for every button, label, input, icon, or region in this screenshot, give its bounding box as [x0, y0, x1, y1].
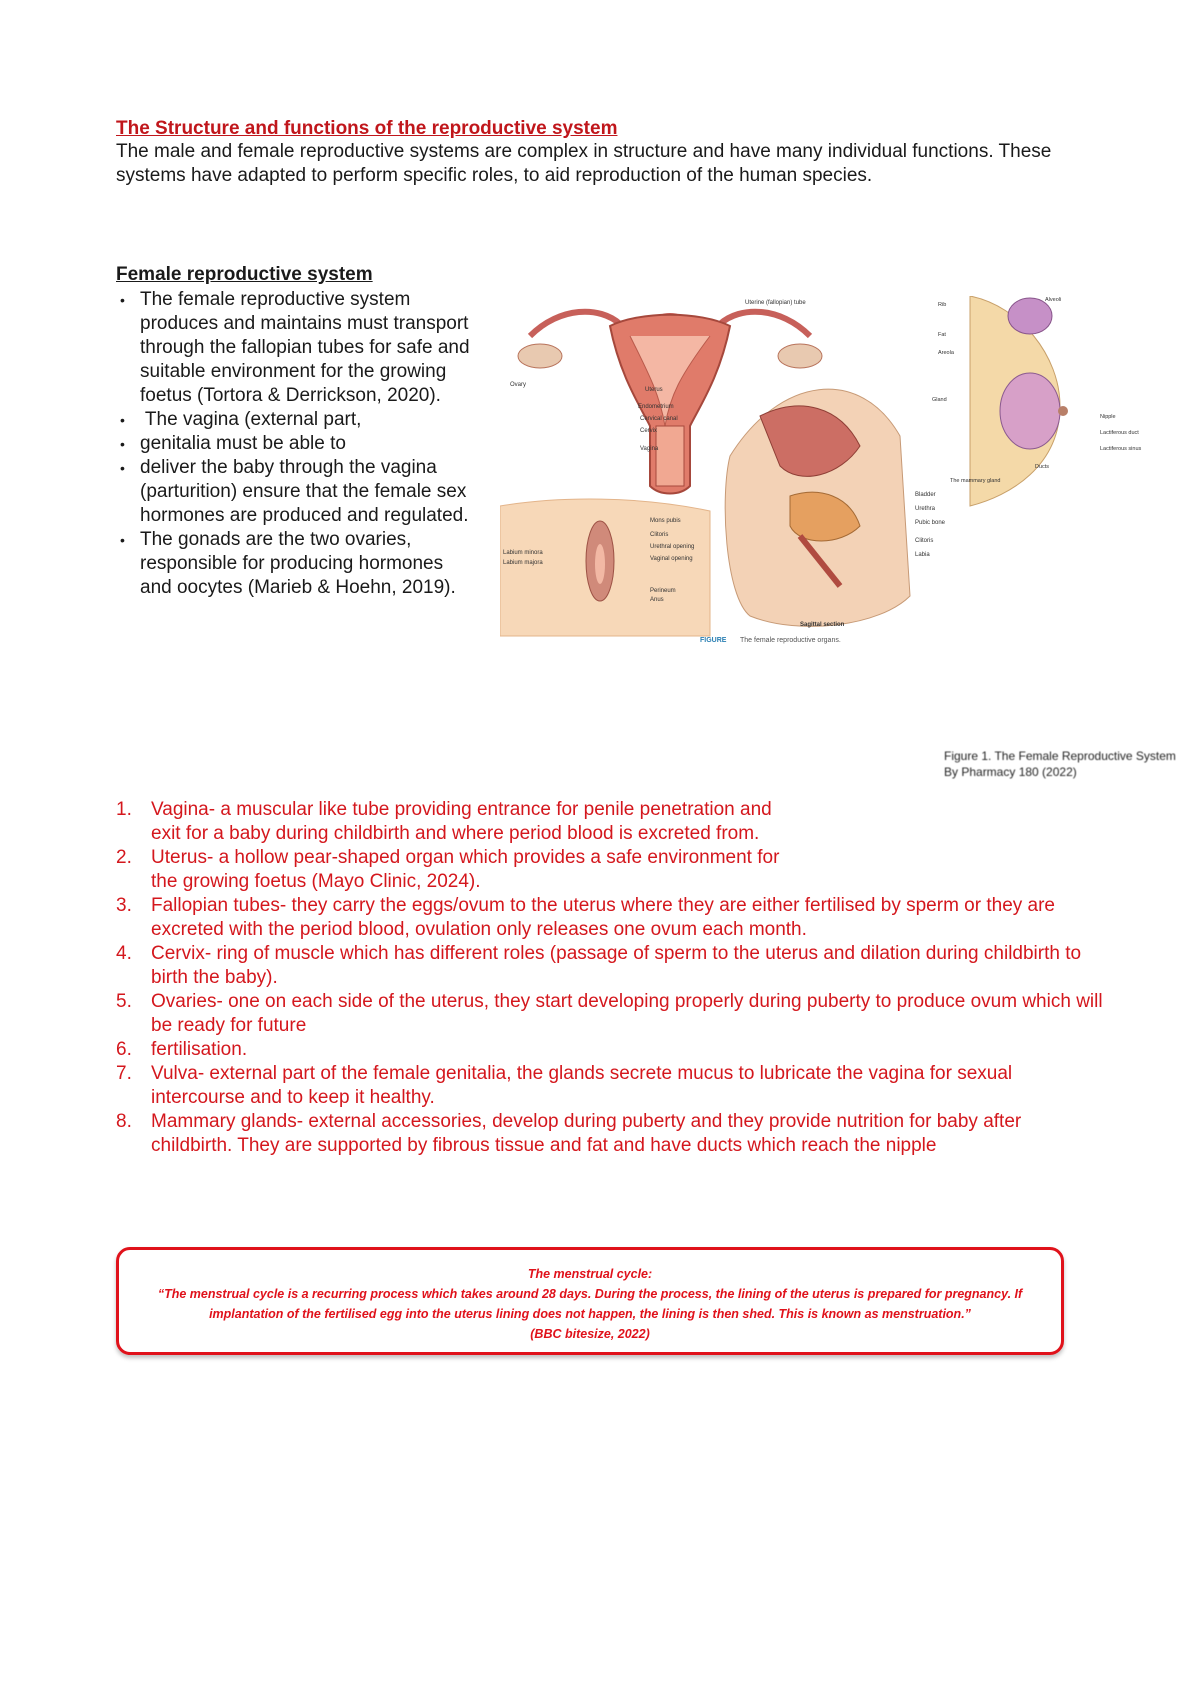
mammary-diagram: [970, 296, 1068, 506]
female-section-heading: Female reproductive system: [116, 264, 373, 285]
label-alveoli: Alveoli: [1045, 297, 1062, 303]
label-gland: Gland: [932, 397, 947, 403]
label-fat: Fat: [938, 332, 946, 338]
list-number: 3.: [116, 895, 132, 916]
bullet-item: • The vagina (external part,: [116, 408, 476, 432]
list-item: [116, 1110, 1106, 1158]
list-text-continued: exit for a baby during childbirth and where period blood is excreted from.: [151, 823, 760, 844]
list-text: Mammary glands- external accessories, develop during puberty and they provide nutrition for baby after childbirth. They are supported by fibrous tissue and fat and have ducts which reach the nipple: [151, 1111, 1022, 1156]
label-rib: Rib: [938, 302, 947, 308]
list-number: 2.: [116, 847, 132, 868]
caption-line-1: Figure 1. The Female Reproductive System: [944, 749, 1176, 763]
bullet-item: • The female reproductive system produces and maintains must transport through the fallopian tubes for safe and suitable environment for the growing foetus (Tortora & Derrickson, 2020).: [116, 288, 476, 408]
caption-line-2: By Pharmacy 180 (2022): [944, 765, 1077, 779]
list-number: 4.: [116, 943, 132, 964]
label-endometrium: Endometrium: [638, 404, 674, 410]
label-vagina: Vagina: [640, 446, 659, 452]
label-mons-pubis: Mons pubis: [650, 518, 681, 524]
label-clitoris: Clitoris: [650, 532, 669, 538]
figure-word: FIGURE: [700, 637, 727, 644]
list-item: [116, 846, 1106, 894]
label-perineum: Perineum: [650, 588, 676, 594]
page-heading: The Structure and functions of the reproductive system: [116, 118, 618, 139]
list-text: Uterus- a hollow pear-shaped organ which provides a safe environment for: [151, 847, 780, 868]
list-text-continued: the growing foetus (Mayo Clinic, 2024).: [151, 871, 481, 892]
menstrual-cycle-quote-box: [116, 1247, 1064, 1355]
list-item: [116, 894, 1106, 942]
list-text: Fallopian tubes- they carry the eggs/ovum to the uterus where they are either fertilised by sperm or they are excreted with the period blood, ovulation only releases one ovum each month.: [151, 895, 1056, 940]
label-cervix: Cervix: [640, 428, 658, 434]
list-text: Ovaries- one on each side of the uterus, they start developing properly during puberty to produce ovum which will be ready for future: [151, 991, 1103, 1036]
list-number: 7.: [116, 1063, 132, 1084]
list-number: 5.: [116, 991, 132, 1012]
reproductive-organs-figure: [500, 296, 1180, 660]
label-urethra: Urethra: [915, 506, 936, 512]
label-sagittal-section: Sagittal section: [800, 622, 845, 628]
list-item: [116, 942, 1106, 990]
label-uterine-tube: Uterine (fallopian) tube: [745, 300, 806, 306]
female-bullet-list: [116, 288, 476, 600]
list-item: [116, 1038, 1106, 1062]
label-pubic-bone: Pubic bone: [915, 520, 946, 526]
figure-caption: [944, 748, 1176, 780]
label-ducts: Ducts: [1035, 464, 1050, 470]
bullet-item: • deliver the baby through the vagina (parturition) ensure that the female sex hormones are produced and regulated.: [116, 456, 476, 528]
bullet-item: • genitalia must be able to: [116, 432, 476, 456]
list-item: [116, 798, 1106, 846]
label-cervical-canal: Cervical canal: [640, 416, 678, 422]
list-text: fertilisation.: [151, 1039, 248, 1060]
label-ovary: Ovary: [510, 382, 527, 388]
list-item: [116, 990, 1106, 1038]
sagittal-diagram: [725, 389, 910, 626]
label-vaginal-opening: Vaginal opening: [650, 556, 693, 562]
label-mammary-gland: The mammary gland: [950, 478, 1001, 484]
label-labia: Labia: [915, 552, 930, 558]
label-clitoris-sagittal: Clitoris: [915, 538, 934, 544]
list-number: 1.: [116, 799, 132, 820]
label-lactiferous-sinus: Lactiferous sinus: [1100, 446, 1142, 452]
quote-title: The menstrual cycle:: [527, 1267, 653, 1281]
quote-line-2: implantation of the fertilised egg into the uterus lining does not happen, the lining is then shed. This is known as menstruation.”: [209, 1307, 971, 1321]
label-bladder: Bladder: [915, 492, 936, 498]
figure-title: The female reproductive organs.: [740, 637, 841, 644]
list-number: 6.: [116, 1039, 132, 1060]
list-text: Vagina- a muscular like tube providing entrance for penile penetration and: [151, 799, 772, 820]
bullet-item: • The gonads are the two ovaries, responsible for producing hormones and oocytes (Marieb & Hoehn, 2019).: [116, 528, 476, 600]
label-areola: Areola: [938, 350, 954, 356]
label-urethral-opening: Urethral opening: [650, 544, 695, 550]
label-labium-minora: Labium minora: [503, 550, 543, 556]
label-anus: Anus: [650, 597, 664, 603]
numbered-list: [116, 798, 1106, 1158]
intro-paragraph: The male and female reproductive systems are complex in structure and have many individual functions. These systems have adapted to perform specific roles, to aid reproduction of the human species.: [116, 141, 1052, 186]
quote-line-1: “The menstrual cycle is a recurring process which takes around 28 days. During the process, the lining of the uterus is prepared for pregnancy. If: [157, 1287, 1023, 1301]
label-uterus: Uterus: [645, 387, 663, 393]
list-item: [116, 1062, 1106, 1110]
label-lactiferous-duct: Lactiferous duct: [1100, 430, 1139, 436]
label-nipple: Nipple: [1100, 414, 1116, 420]
list-text: Cervix- ring of muscle which has different roles (passage of sperm to the uterus and dilation during childbirth to birth the baby).: [151, 943, 1082, 988]
list-text: Vulva- external part of the female genitalia, the glands secrete mucus to lubricate the vagina for sexual intercourse and to keep it healthy.: [151, 1063, 1013, 1108]
quote-citation: (BBC bitesize, 2022): [530, 1327, 650, 1341]
list-number: 8.: [116, 1111, 132, 1132]
label-labium-majora: Labium majora: [503, 560, 543, 566]
